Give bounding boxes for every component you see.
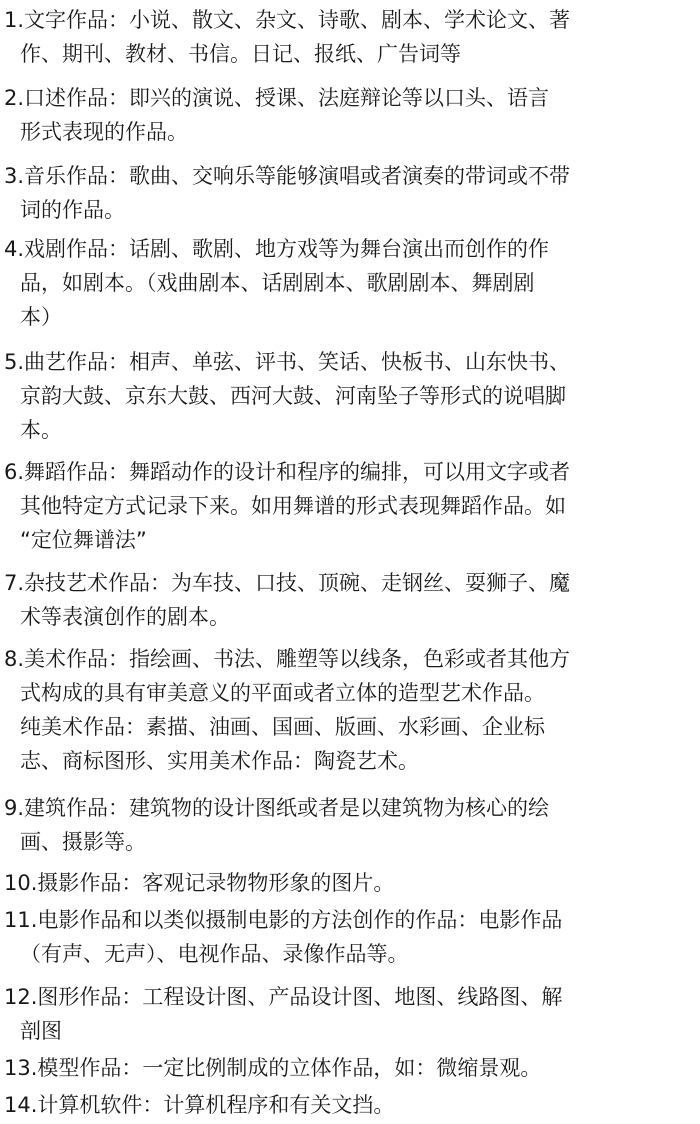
- list-item-1: [4, 3, 694, 71]
- list-item-3: [4, 159, 694, 227]
- line: 2.口述作品：即兴的演说、授课、法庭辩论等以口头、语言: [4, 86, 550, 110]
- list-item-2: [4, 81, 694, 149]
- list-item-4: [4, 232, 694, 334]
- line: 品，如剧本。（戏曲剧本、话剧剧本、歌剧剧本、舞剧剧: [20, 271, 535, 295]
- line: 7.杂技艺术作品：为车技、口技、顶碗、走钢丝、耍狮子、魔: [4, 571, 571, 595]
- line: 10.摄影作品：客观记录物物形象的图片。: [4, 871, 395, 895]
- line: 形式表现的作品。: [20, 120, 188, 144]
- line: 纯美术作品：素描、油画、国画、版画、水彩画、企业标: [20, 715, 545, 739]
- line: 11.电影作品和以类似摄制电影的方法创作的作品：电影作品: [4, 908, 563, 932]
- line: 12.图形作品：工程设计图、产品设计图、地图、线路图、解: [4, 985, 563, 1009]
- list-item-13: [4, 1051, 694, 1085]
- list-item-7: [4, 566, 694, 634]
- line: 1.文字作品：小说、散文、杂文、诗歌、剧本、学术论文、著: [4, 8, 571, 32]
- line: 9.建筑作品：建筑物的设计图纸或者是以建筑物为核心的绘: [4, 796, 550, 820]
- line: 5.曲艺作品：相声、单弦、评书、笑话、快板书、山东快书、: [4, 350, 571, 374]
- line: 14.计算机软件：计算机程序和有关文挡。: [4, 1093, 395, 1117]
- line: “定位舞谱法”: [20, 528, 147, 552]
- list-item-8: [4, 642, 694, 778]
- list-item-10: [4, 866, 694, 900]
- line: 本。: [20, 418, 62, 442]
- line: 词的作品。: [20, 198, 125, 222]
- line: 画、摄影等。: [20, 830, 146, 854]
- line: 4.戏剧作品：话剧、歌剧、地方戏等为舞台演出而创作的作: [4, 237, 550, 261]
- list-item-14: [4, 1088, 694, 1122]
- line: 作、期刊、教材、书信。日记、报纸、广告词等: [20, 42, 461, 66]
- line: 13.模型作品：一定比例制成的立体作品，如：微缩景观。: [4, 1056, 542, 1080]
- line: （有声、无声）、电视作品、录像作品等。: [20, 942, 409, 966]
- line: 本）: [20, 305, 62, 329]
- line: 其他特定方式记录下来。如用舞谱的形式表现舞蹈作品。如: [20, 494, 566, 518]
- line: 式构成的具有审美意义的平面或者立体的造型艺术作品。: [20, 681, 545, 705]
- line: 8.美术作品：指绘画、书法、雕塑等以线条，色彩或者其他方: [4, 647, 571, 671]
- line: 术等表演创作的剧本。: [20, 605, 230, 629]
- line: 京韵大鼓、京东大鼓、西河大鼓、河南坠子等形式的说唱脚: [20, 384, 566, 408]
- list-item-12: [4, 980, 694, 1048]
- line: 3.音乐作品：歌曲、交响乐等能够演唱或者演奏的带词或不带: [4, 164, 571, 188]
- list-item-5: [4, 345, 694, 447]
- line: 剖图: [20, 1019, 62, 1043]
- line: 6.舞蹈作品：舞蹈动作的设计和程序的编排，可以用文字或者: [4, 460, 571, 484]
- line: 志、商标图形、实用美术作品：陶瓷艺术。: [20, 749, 419, 773]
- list-item-11: [4, 903, 694, 971]
- list-item-9: [4, 791, 694, 859]
- list-item-6: [4, 455, 694, 557]
